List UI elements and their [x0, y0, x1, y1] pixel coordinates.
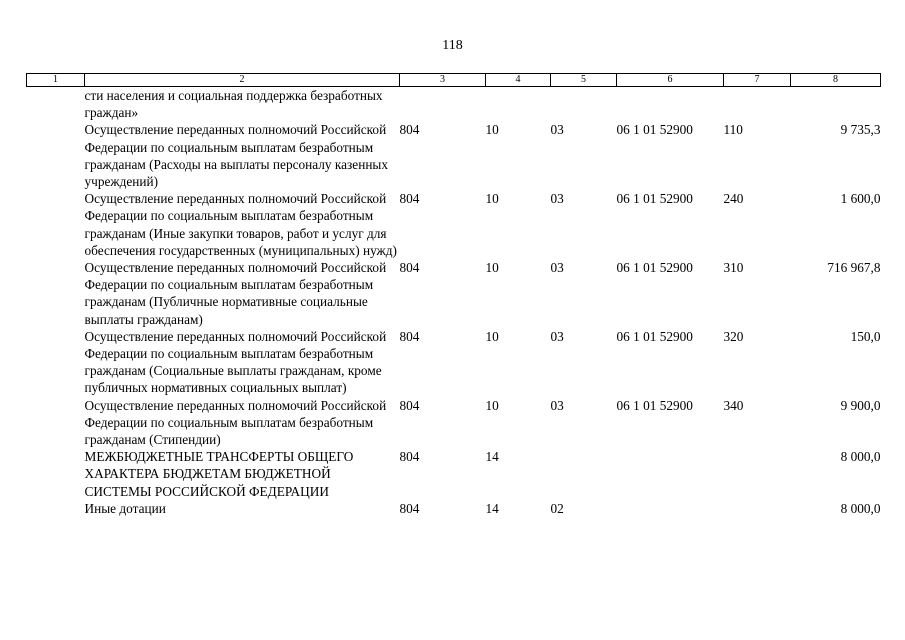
cell-name: МЕЖБЮДЖЕТНЫЕ ТРАНСФЕРТЫ ОБЩЕГО ХАРАКТЕРА БЮДЖЕТАМ БЮДЖЕТНОЙ СИСТЕМЫ РОССИЙСКОЙ ФЕДЕРАЦИИ — [84, 449, 354, 499]
column-number: 6 — [617, 74, 724, 87]
cell-amount: 9 900,0 — [840, 397, 881, 413]
cell-section — [486, 87, 551, 122]
table-row — [27, 397, 881, 449]
column-number: 5 — [551, 74, 617, 87]
cell-amount: 1 600,0 — [840, 191, 881, 207]
cell-expense-type — [724, 500, 791, 517]
cell-subsection: 02 — [550, 500, 564, 516]
cell-expense-type: 320 — [723, 328, 744, 344]
cell-ministry: 804 — [399, 397, 420, 413]
cell-name: Осуществление переданных полномочий Российской Федерации по социальным выплатам безработным гражданам (Социальные выплаты гражданам, кроме публичных нормативных социальных выплат) — [84, 328, 387, 396]
cell-amount: 716 967,8 — [827, 260, 881, 276]
cell-target: 06 1 01 52900 — [616, 397, 693, 413]
cell-subsection: 03 — [550, 397, 564, 413]
cell-section: 10 — [485, 191, 499, 207]
cell-expense-type: 240 — [723, 191, 744, 207]
table-row — [27, 87, 881, 122]
cell-amount: 150,0 — [850, 328, 881, 344]
cell-ministry: 804 — [399, 449, 420, 465]
cell-amount — [791, 87, 881, 122]
column-number: 8 — [791, 74, 881, 87]
cell-code — [27, 397, 85, 449]
cell-code — [27, 190, 85, 259]
cell-section: 14 — [485, 500, 499, 516]
cell-section: 10 — [485, 328, 499, 344]
cell-expense-type — [724, 87, 791, 122]
table-row — [27, 448, 881, 500]
page-number: 118 — [442, 38, 463, 53]
cell-target — [617, 448, 724, 500]
cell-name: сти населения и социальная поддержка безработных граждан» — [84, 88, 383, 121]
column-number: 3 — [400, 74, 486, 87]
cell-target: 06 1 01 52900 — [616, 260, 693, 276]
cell-expense-type: 310 — [723, 260, 744, 276]
column-number: 1 — [27, 74, 85, 87]
cell-subsection — [551, 448, 617, 500]
cell-subsection: 03 — [550, 191, 564, 207]
cell-ministry: 804 — [399, 260, 420, 276]
cell-amount: 8 000,0 — [840, 449, 881, 465]
cell-ministry: 804 — [399, 191, 420, 207]
cell-ministry: 804 — [399, 122, 420, 138]
cell-subsection: 03 — [550, 122, 564, 138]
cell-ministry: 804 — [399, 500, 420, 516]
budget-table — [26, 73, 881, 517]
cell-code — [27, 87, 85, 122]
cell-subsection — [551, 87, 617, 122]
table-row — [27, 259, 881, 328]
cell-section: 14 — [485, 449, 499, 465]
cell-name: Осуществление переданных полномочий Российской Федерации по социальным выплатам безработным гражданам (Стипендии) — [84, 397, 387, 448]
cell-code — [27, 448, 85, 500]
cell-code — [27, 328, 85, 397]
cell-code — [27, 121, 85, 190]
cell-ministry — [400, 87, 486, 122]
cell-target: 06 1 01 52900 — [616, 328, 693, 344]
table-row — [27, 121, 881, 190]
cell-expense-type: 110 — [723, 122, 743, 138]
cell-target — [617, 500, 724, 517]
cell-name: Осуществление переданных полномочий Российской Федерации по социальным выплатам безработным гражданам (Расходы на выплаты персоналу казенных учреждений) — [84, 122, 389, 190]
cell-section: 10 — [485, 122, 499, 138]
cell-name: Осуществление переданных полномочий Российской Федерации по социальным выплатам безработным гражданам (Иные закупки товаров, работ и услуг для обеспечения государственных (муниципальных) нужд) — [84, 191, 397, 258]
table-row — [27, 500, 881, 517]
cell-target: 06 1 01 52900 — [616, 191, 693, 207]
cell-amount: 8 000,0 — [840, 500, 881, 516]
column-number: 4 — [486, 74, 551, 87]
column-number: 2 — [85, 74, 400, 87]
cell-section: 10 — [485, 260, 499, 276]
cell-target: 06 1 01 52900 — [616, 122, 693, 138]
cell-amount: 9 735,3 — [840, 122, 881, 138]
column-number: 7 — [724, 74, 791, 87]
cell-name: Иные дотации — [84, 500, 166, 516]
table-row — [27, 190, 881, 259]
cell-ministry: 804 — [399, 328, 420, 344]
cell-expense-type: 340 — [723, 397, 744, 413]
cell-name: Осуществление переданных полномочий Российской Федерации по социальным выплатам безработным гражданам (Публичные нормативные социальные выплаты гражданам) — [84, 260, 387, 327]
cell-subsection: 03 — [550, 260, 564, 276]
cell-code — [27, 259, 85, 328]
cell-subsection: 03 — [550, 328, 564, 344]
table-row — [27, 328, 881, 397]
cell-expense-type — [724, 448, 791, 500]
column-number-row — [27, 74, 881, 87]
cell-code — [27, 500, 85, 517]
cell-section: 10 — [485, 397, 499, 413]
cell-target — [617, 87, 724, 122]
